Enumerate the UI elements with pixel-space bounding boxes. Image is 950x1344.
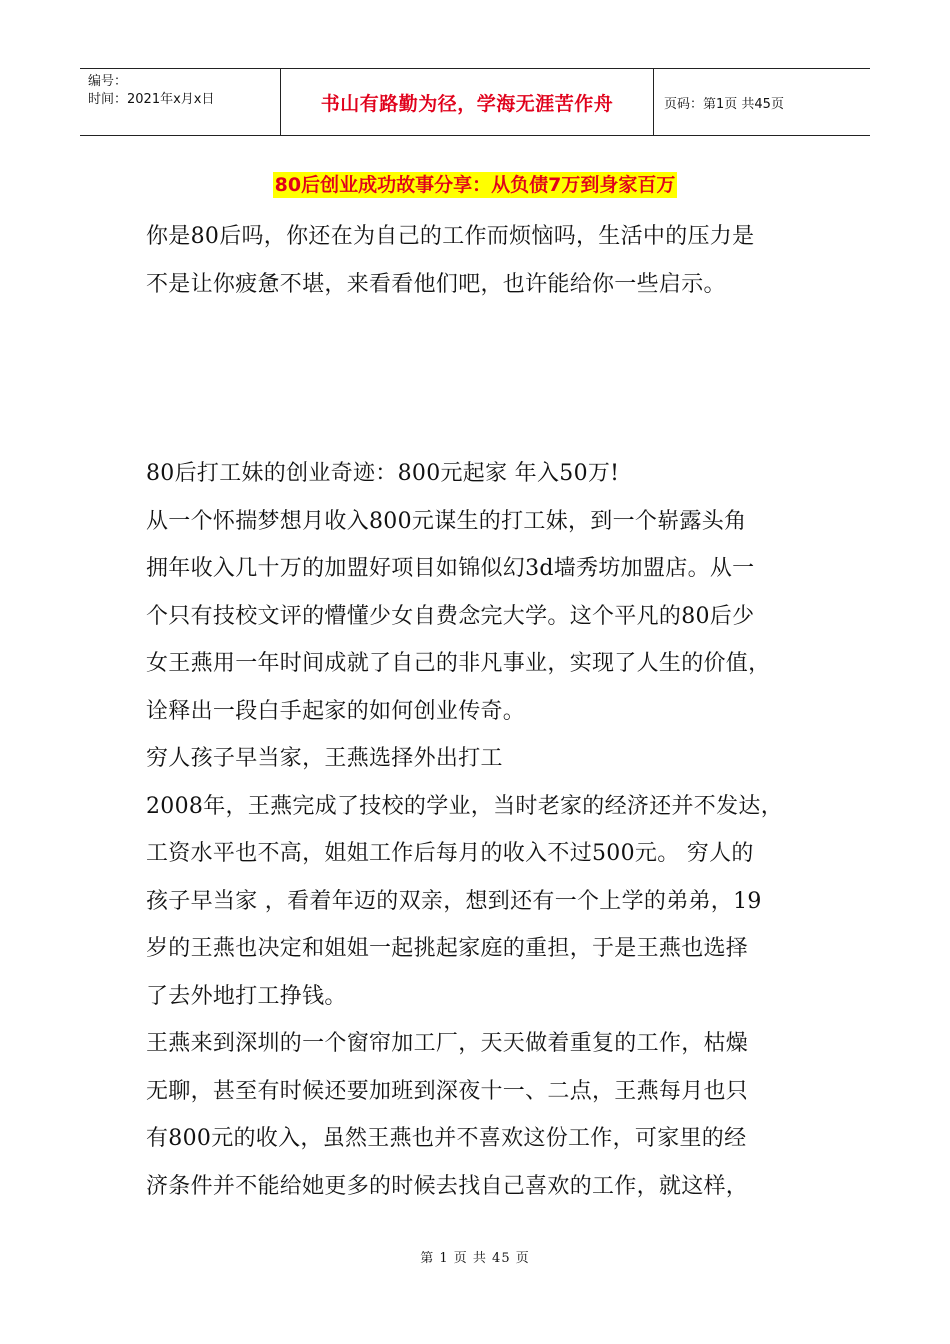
number-label: 编号： xyxy=(88,74,128,89)
intro-line: 不是让你疲惫不堪，来看看他们吧，也许能给你一些启示。 xyxy=(146,271,726,297)
header-page-cell xyxy=(654,69,870,135)
page-footer: 第 1 页 共 45 页 xyxy=(420,1251,530,1266)
body-line: 女王燕用一年时间成就了自己的非凡事业，实现了人生的价值， xyxy=(146,651,771,676)
body-line: 无聊，甚至有时候还要加班到深夜十一、二点，王燕每月也只 xyxy=(146,1078,749,1104)
body-line: 诠释出一段白手起家的如何创业传奇。 xyxy=(146,698,526,724)
header-page-info: 页码：第1页 共45页 xyxy=(664,96,784,112)
body-line: 工资水平也不高，姐姐工作后每月的收入不过500元。 穷人的 xyxy=(146,841,754,866)
paragraph-gap xyxy=(146,308,836,450)
body-line: 孩子早当家 ，看着年迈的双亲，想到还有一个上学的弟弟，19 xyxy=(146,888,762,914)
subheading: 80后打工妹的创业奇迹：800元起家 年入50万! xyxy=(146,461,620,486)
body-line: 了去外地打工挣钱。 xyxy=(146,983,347,1009)
header-motto: 书山有路勤为径，学海无涯苦作舟 xyxy=(320,92,614,115)
body-line: 有800元的收入，虽然王燕也并不喜欢这份工作，可家里的经 xyxy=(146,1126,747,1151)
body-line: 拥年收入几十万的加盟好项目如锦似幻3d墙秀坊加盟店。从一 xyxy=(146,556,755,581)
body-line: 从一个怀揣梦想月收入800元谋生的打工妹，到一个崭露头角 xyxy=(146,508,747,534)
body-line: 个只有技校文评的懵懂少女自费念完大学。这个平凡的80后少 xyxy=(146,603,755,629)
time-label: 时间：2021年x月x日 xyxy=(88,92,215,107)
body-line: 岁的王燕也决定和姐姐一起挑起家庭的重担，于是王燕也选择 xyxy=(146,936,749,961)
title-container xyxy=(0,172,950,198)
header-meta-cell xyxy=(80,69,281,135)
body-line: 济条件并不能给她更多的时候去找自己喜欢的工作，就这样， xyxy=(146,1173,749,1199)
intro-line: 你是80后吗，你还在为自己的工作而烦恼吗，生活中的压力是 xyxy=(146,224,755,249)
body-line: 2008年，王燕完成了技校的学业，当时老家的经济还并不发达， xyxy=(146,793,783,819)
document-header xyxy=(80,68,870,136)
subheading: 穷人孩子早当家，王燕选择外出打工 xyxy=(146,746,503,771)
document-title: 80后创业成功故事分享：从负债7万到身家百万 xyxy=(274,174,676,196)
document-body xyxy=(146,213,836,1210)
body-line: 王燕来到深圳的一个窗帘加工厂，天天做着重复的工作，枯燥 xyxy=(146,1031,749,1056)
header-motto-cell xyxy=(281,69,654,135)
